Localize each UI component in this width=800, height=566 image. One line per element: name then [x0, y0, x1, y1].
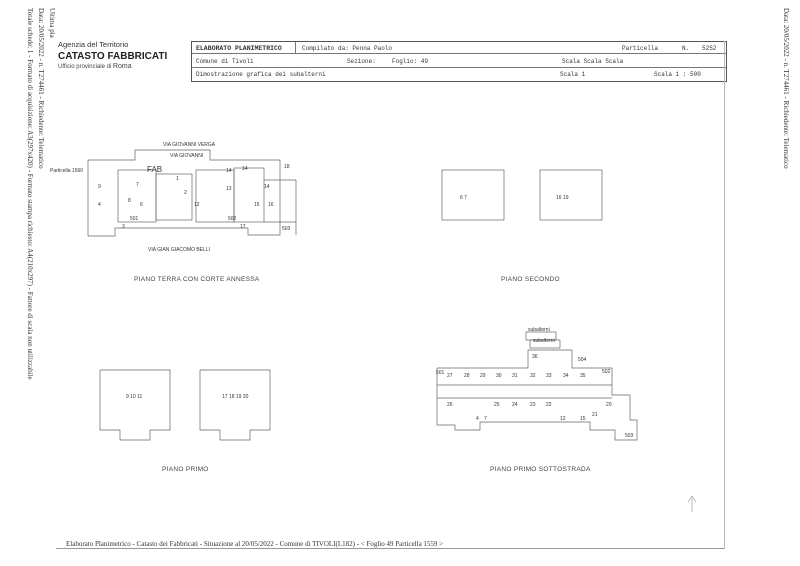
piano-primo-left	[100, 370, 170, 440]
room-label: 4	[476, 416, 479, 422]
room-label: 21	[592, 412, 598, 418]
sottostrada-outline	[437, 350, 637, 440]
room-label: 34	[563, 373, 569, 379]
piano-secondo-right	[540, 170, 602, 220]
street-top2: VIA GIOVANNI	[170, 153, 204, 159]
room-label: 33	[546, 373, 552, 379]
room-label: 24	[512, 402, 518, 408]
street-top: VIA GIOVANNI VERGA	[163, 142, 216, 148]
margin-data-richiesta: Data: 20/05/2022 - n. T274461 - Richiedente: Telematico	[37, 8, 45, 169]
room-label: 15	[580, 416, 586, 422]
header-title: ELABORATO PLANIMETRICO	[196, 45, 282, 52]
room-label: 1	[176, 176, 179, 182]
room-label: 20	[606, 402, 612, 408]
label-piano-primo: PIANO PRIMO	[162, 466, 209, 473]
header-n-label: N.	[682, 45, 690, 52]
piano-primo-right-nums: 17 18 19 20	[222, 394, 249, 400]
room-code: 502	[602, 369, 611, 375]
header-dimostrazione: Dimostrazione grafica dei subalterni	[196, 71, 326, 78]
room-label: 14	[226, 168, 232, 174]
room-code: 504	[578, 357, 587, 363]
room-label: 13	[226, 186, 232, 192]
page-right-border	[724, 41, 725, 549]
header-foglio: Foglio: 49	[392, 58, 429, 65]
room-label: 7	[484, 416, 487, 422]
piano-primo-right	[200, 370, 270, 440]
room-label: 23	[530, 402, 536, 408]
room-code: 503	[625, 433, 634, 439]
room-label: 22	[546, 402, 552, 408]
margin-ultima: Ultima pla	[48, 8, 56, 38]
room-code: 501	[436, 370, 445, 376]
room-label: 15	[254, 202, 260, 208]
room-label: 503	[282, 226, 291, 232]
header-n-value: 5252	[702, 45, 717, 52]
room-label: 27	[447, 373, 453, 379]
subalterni-label-2: subalterni	[533, 338, 555, 344]
label-piano-terra: PIANO TERRA CON CORTE ANNESSA	[134, 276, 260, 283]
room-label: 35	[580, 373, 586, 379]
header-scala-500: Scala 1 : 500	[654, 71, 701, 78]
room-label: 501	[130, 216, 139, 222]
margin-right-data: Data: 20/05/2022 - n. T274461 - Richiedente: Telematico	[782, 8, 790, 169]
ufficio-label: Ufficio provinciale di	[58, 64, 112, 70]
ufficio-value: Roma	[112, 63, 132, 70]
header-scala-1: Scala 1	[560, 71, 586, 78]
margin-totale-schede: Totale schede: 1 - Formato di acquisizione: A3(297x420) - Formato stampa richiesto: A4(210x297) - Fattore di scala non utilizzabile	[26, 8, 34, 380]
particella-1560: Particella 1560	[50, 168, 84, 174]
header-sezione: Sezione:	[347, 58, 376, 65]
room-label: 31	[512, 373, 518, 379]
room-label: 30	[496, 373, 502, 379]
header-comune: Comune di Tivoli	[196, 58, 254, 65]
room-label: 28	[464, 373, 470, 379]
header-compilato: Compilato da: Penna Paolo	[302, 45, 393, 52]
fab-label: FAB	[147, 165, 163, 174]
header-particella: Particella	[622, 45, 659, 52]
room-label: 7	[136, 182, 139, 188]
room-label: 9	[98, 184, 101, 190]
piano-secondo-right-nums: 16 19	[556, 195, 569, 201]
room-label: 16	[268, 202, 274, 208]
catasto-title: CATASTO FABBRICATI	[58, 51, 168, 62]
room-label: 12	[560, 416, 566, 422]
piano-secondo-left-nums: 6 7	[460, 195, 467, 201]
room-label: 3	[122, 224, 125, 230]
footer-caption: Elaborato Planimetrico - Catasto dei Fabbricati - Situazione al 20/05/2022 - Comune di TIVOLI(L182) - < Foglio 49 Particella 1559 >	[66, 540, 444, 548]
room-label: 32	[530, 373, 536, 379]
piano-primo-left-nums: 9 10 11	[126, 394, 143, 400]
room-label: 25	[494, 402, 500, 408]
room-label: 36	[532, 354, 538, 360]
room-label: 14	[264, 184, 270, 190]
room-label: 29	[480, 373, 486, 379]
page-bottom-border	[56, 548, 724, 549]
room-label: 502	[228, 216, 237, 222]
room-label: 12	[194, 202, 200, 208]
room-label: 17	[240, 224, 246, 230]
room-label: 14	[242, 166, 248, 172]
header-scala-row: Scala Scala Scala	[562, 58, 624, 65]
room-label: 6	[140, 202, 143, 208]
subalterni-label-1: subalterni	[528, 327, 550, 333]
agency-name: Agenzia del Territorio	[58, 40, 129, 49]
label-piano-sottostrada: PIANO PRIMO SOTTOSTRADA	[490, 466, 591, 473]
room-label: 18	[284, 164, 290, 170]
label-piano-secondo: PIANO SECONDO	[501, 276, 560, 283]
room-label: 4	[98, 202, 101, 208]
room-label: 26	[447, 402, 453, 408]
piano-secondo-left	[442, 170, 504, 220]
room-label: 8	[128, 198, 131, 204]
room-label: 2	[184, 190, 187, 196]
street-bottom: VIA GIAN GIACOMO BELLI	[148, 247, 210, 253]
